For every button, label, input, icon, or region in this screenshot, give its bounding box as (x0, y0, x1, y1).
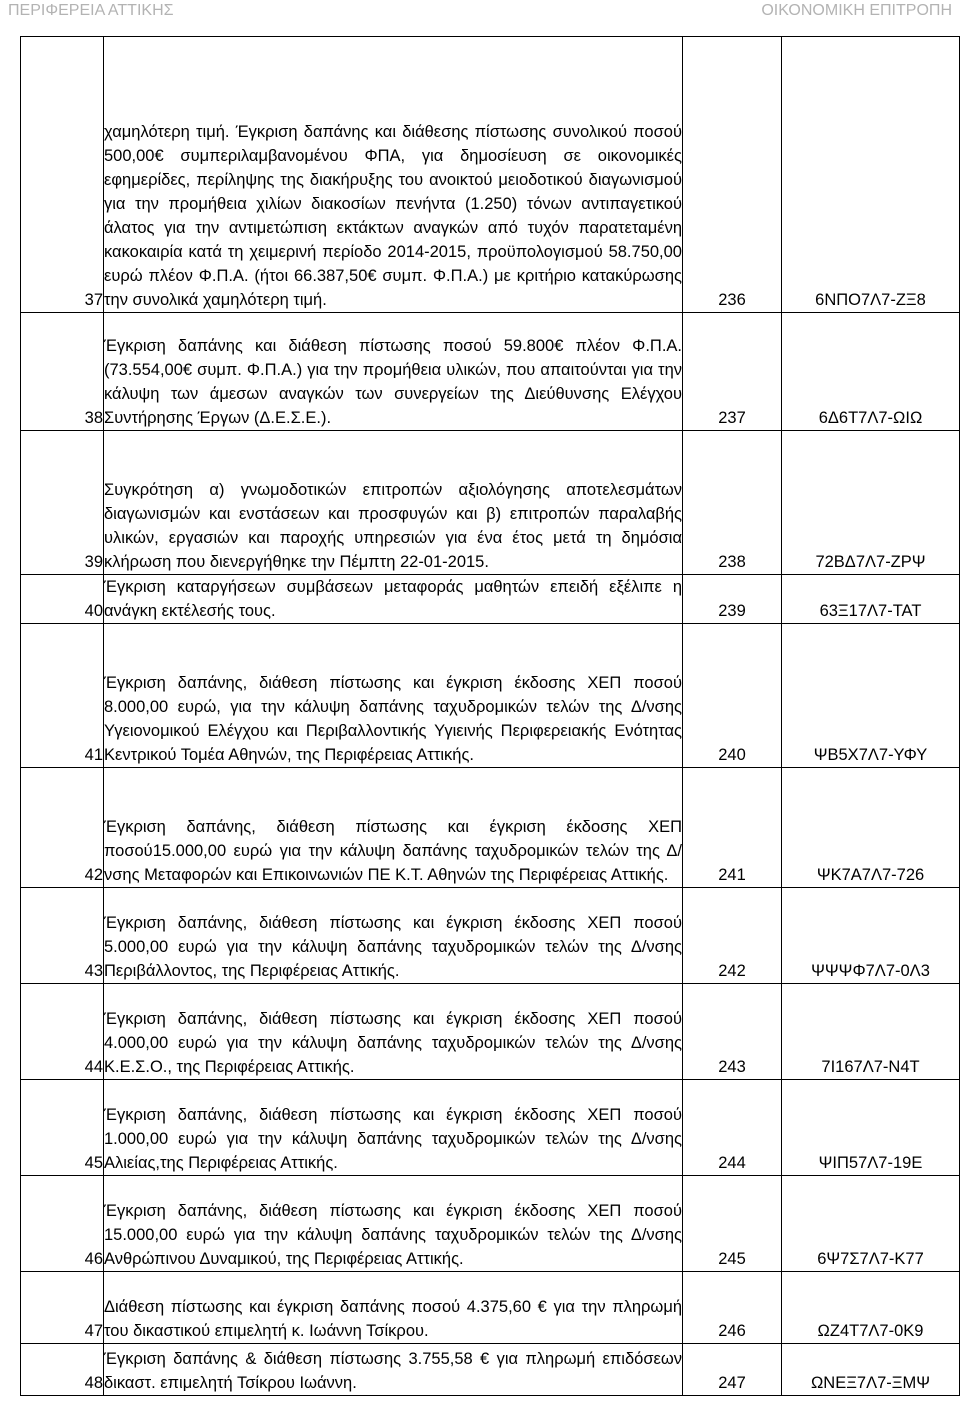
table-row (21, 888, 960, 984)
decision-number: 245 (683, 1176, 782, 1272)
item-number: 37 (21, 37, 104, 313)
ada-code: 6ΝΠΟ7Λ7-ΖΞ8 (782, 37, 960, 313)
item-description: Έγκριση δαπάνης, διάθεση πίστωσης και έγκριση έκδοσης ΧΕΠ ποσού 1.000,00 ευρώ για την κάλυψη δαπάνης ταχυδρομικών τελών της Δ/νσης Αλιείας,της Περιφέρειας Αττικής. (104, 1080, 683, 1176)
decision-number: 239 (683, 575, 782, 624)
table-row (21, 1080, 960, 1176)
item-number: 43 (21, 888, 104, 984)
item-description: Έγκριση δαπάνης, διάθεση πίστωσης και έγκριση έκδοσης ΧΕΠ ποσού 15.000,00 ευρώ για την κάλυψη δαπάνης ταχυδρομικών τελών της Δ/νσης Ανθρώπινου Δυναμικού, της Περιφέρειας Αττικής. (104, 1176, 683, 1272)
table-row (21, 575, 960, 624)
item-number: 45 (21, 1080, 104, 1176)
ada-code: 63Ξ17Λ7-ΤΑΤ (782, 575, 960, 624)
ada-code: 6Δ6Τ7Λ7-ΩΙΩ (782, 313, 960, 431)
ada-code: 7Ι167Λ7-Ν4Τ (782, 984, 960, 1080)
item-description: Διάθεση πίστωσης και έγκριση δαπάνης ποσού 4.375,60 € για την πληρωμή του δικαστικού επιμελητή κ. Ιωάννη Τσίκρου. (104, 1272, 683, 1344)
header-committee: ΟΙΚΟΝΟΜΙΚΗ ΕΠΙΤΡΟΠΗ (761, 2, 952, 19)
table-row (21, 313, 960, 431)
table-row (21, 624, 960, 768)
page-header (0, 0, 960, 36)
table-row (21, 1272, 960, 1344)
decision-number: 237 (683, 313, 782, 431)
item-number: 42 (21, 768, 104, 888)
item-description: Έγκριση δαπάνης, διάθεση πίστωσης και έγκριση έκδοσης ΧΕΠ ποσού 8.000,00 ευρώ, για την κάλυψη δαπάνης ταχυδρομικών τελών της Δ/νσης Υγειονομικού Ελέγχου και Περιβαλλοντικής Υγιεινής Περιφερειακής Ενότητας Κεντρικού Τομέα Αθηνών, της Περιφέρειας Αττικής. (104, 624, 683, 768)
item-description: Έγκριση καταργήσεων συμβάσεων μεταφοράς μαθητών επειδή εξέλιπε η ανάγκη εκτέλεσής τους. (104, 575, 683, 624)
ada-code: ΩΖ4Τ7Λ7-0Κ9 (782, 1272, 960, 1344)
item-number: 47 (21, 1272, 104, 1344)
table-row (21, 431, 960, 575)
item-number: 44 (21, 984, 104, 1080)
decisions-table (20, 36, 960, 1396)
table-row (21, 984, 960, 1080)
table-row (21, 1344, 960, 1396)
item-number: 39 (21, 431, 104, 575)
decision-number: 244 (683, 1080, 782, 1176)
item-description: Έγκριση δαπάνης, διάθεση πίστωσης και έγκριση έκδοσης ΧΕΠ ποσού 5.000,00 ευρώ για την κάλυψη δαπάνης ταχυδρομικών τελών της Δ/νσης Περιβάλλοντος, της Περιφέρειας Αττικής. (104, 888, 683, 984)
item-number: 38 (21, 313, 104, 431)
decision-number: 236 (683, 37, 782, 313)
item-description: Έγκριση δαπάνης, διάθεση πίστωσης και έγκριση έκδοσης ΧΕΠ ποσού 4.000,00 ευρώ για την κάλυψη δαπάνης ταχυδρομικών τελών της Δ/νσης Κ.Ε.Σ.Ο., της Περιφέρειας Αττικής. (104, 984, 683, 1080)
ada-code: ΨΙΠ57Λ7-19Ε (782, 1080, 960, 1176)
item-description: Έγκριση δαπάνης & διάθεση πίστωσης 3.755,58 € για πληρωμή επιδόσεων δικαστ. επιμελητή Τσίκρου Ιωάννη. (104, 1344, 683, 1396)
item-description: χαμηλότερη τιμή. Έγκριση δαπάνης και διάθεσης πίστωσης συνολικού ποσού 500,00€ συμπεριλαμβανομένου ΦΠΑ, για δημοσίευση σε οικονομικές εφημερίδες, περίληψης της διακήρυξης του ανοικτού μειοδοτικού διαγωνισμού για την προμήθεια χιλίων διακοσίων πενήντα (1.250) τόνων αντιπαγετικού άλατος για την αντιμετώπιση εκτάκτων αναγκών από τυχόν παρατεταμένη κακοκαιρία κατά τη χειμερινή περίοδο 2014-2015, προϋπολογισμού 58.750,00 ευρώ πλέον Φ.Π.Α. (ήτοι 66.387,50€ συμπ. Φ.Π.Α.) με κριτήριο κατακύρωσης την συνολικά χαμηλότερη τιμή. (104, 37, 683, 313)
item-description: Έγκριση δαπάνης και διάθεση πίστωσης ποσού 59.800€ πλέον Φ.Π.Α. (73.554,00€ συμπ. Φ.Π.Α.) για την προμήθεια υλικών, που απαιτούνται για την κάλυψη των άμεσων αναγκών των συνεργείων της Διεύθυνσης Ελέγχου Συντήρησης Έργων (Δ.Ε.Σ.Ε.). (104, 313, 683, 431)
item-description: Συγκρότηση α) γνωμοδοτικών επιτροπών αξιολόγησης αποτελεσμάτων διαγωνισμών και ενστάσεων και προσφυγών και β) επιτροπών παραλαβής υλικών, εργασιών και παροχής υπηρεσιών για ένα έτος μετά τη δημόσια κλήρωση που διενεργήθηκε την Πέμπτη 22-01-2015. (104, 431, 683, 575)
ada-code: ΨΒ5Χ7Λ7-ΥΦΥ (782, 624, 960, 768)
table-row (21, 37, 960, 313)
decision-number: 247 (683, 1344, 782, 1396)
ada-code: 6Ψ7Σ7Λ7-Κ77 (782, 1176, 960, 1272)
item-description: Έγκριση δαπάνης, διάθεση πίστωσης και έγκριση έκδοσης ΧΕΠ ποσού15.000,00 ευρώ για την κάλυψη δαπάνης ταχυδρομικών τελών της Δ/νσης Μεταφορών και Επικοινωνιών ΠΕ Κ.Τ. Αθηνών της Περιφέρειας Αττικής. (104, 768, 683, 888)
decision-number: 238 (683, 431, 782, 575)
ada-code: ΨΚ7Α7Λ7-726 (782, 768, 960, 888)
table-row (21, 1176, 960, 1272)
ada-code: ΩΝΕΞ7Λ7-ΞΜΨ (782, 1344, 960, 1396)
table-row (21, 768, 960, 888)
item-number: 41 (21, 624, 104, 768)
decision-number: 243 (683, 984, 782, 1080)
header-region: ΠΕΡΙΦΕΡΕΙΑ ΑΤΤΙΚΗΣ (8, 2, 174, 19)
ada-code: 72ΒΔ7Λ7-ΖΡΨ (782, 431, 960, 575)
item-number: 46 (21, 1176, 104, 1272)
item-number: 48 (21, 1344, 104, 1396)
decision-number: 241 (683, 768, 782, 888)
decision-number: 242 (683, 888, 782, 984)
decision-number: 246 (683, 1272, 782, 1344)
item-number: 40 (21, 575, 104, 624)
decision-number: 240 (683, 624, 782, 768)
ada-code: ΨΨΨΦ7Λ7-0Λ3 (782, 888, 960, 984)
